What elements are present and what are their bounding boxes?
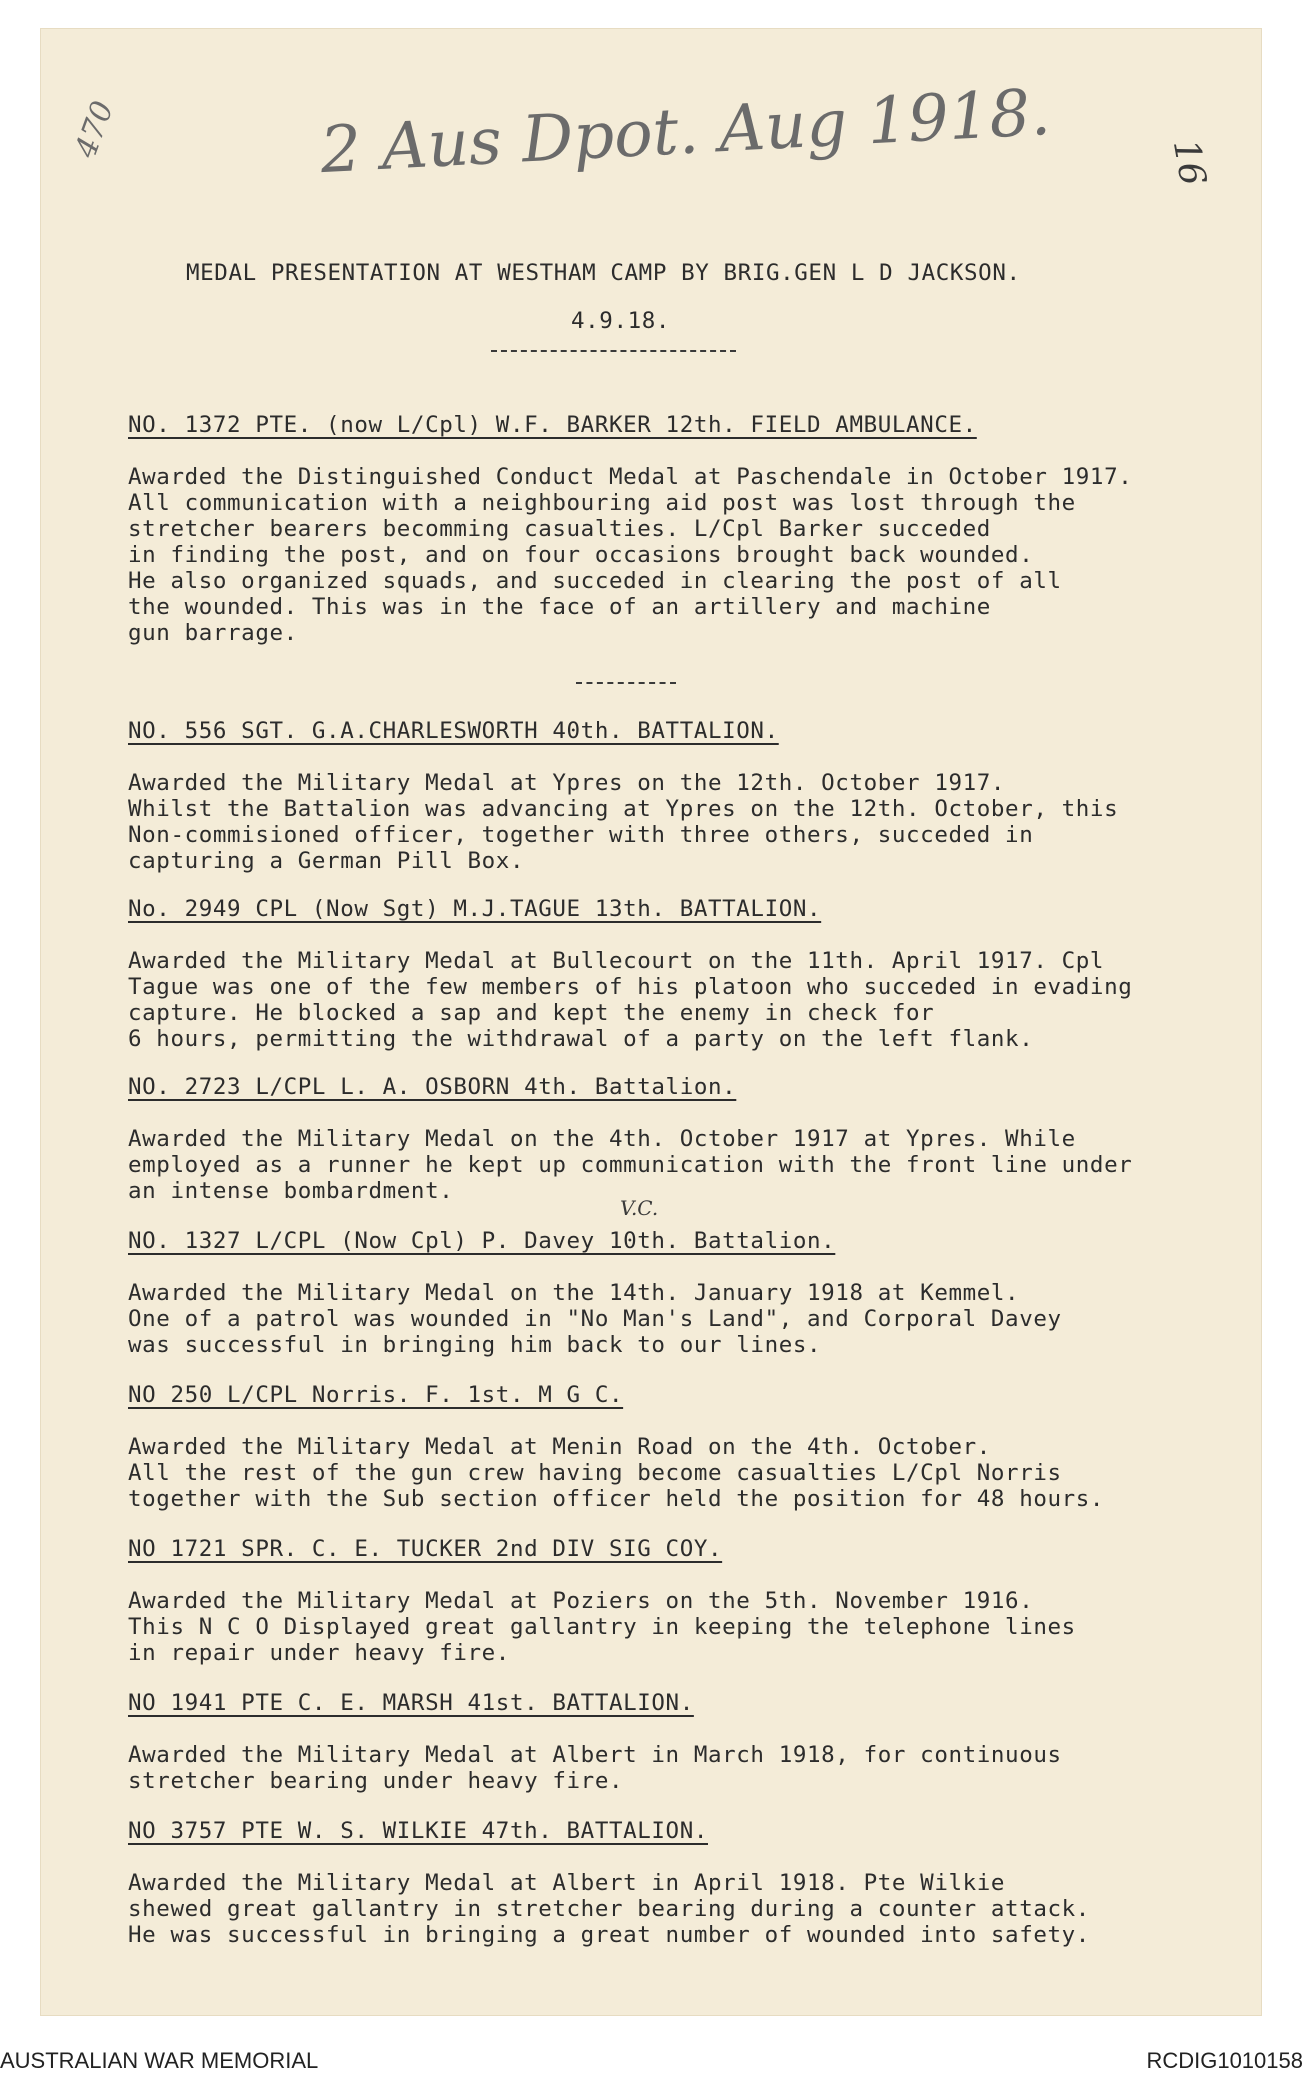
section-divider — [576, 682, 676, 684]
entry-body: Awarded the Military Medal at Menin Road on the 4th. October. All the rest of the gun crew having become casualties L/Cpl Norris together with the Sub section officer held the position for 48 hours. — [128, 1434, 1105, 1512]
entry-title: NO. 2723 L/CPL L. A. OSBORN 4th. Battalion. — [128, 1074, 737, 1100]
document-date: 4.9.18. — [571, 308, 671, 334]
vc-annotation: V.C. — [620, 1196, 659, 1220]
entry-title: NO 250 L/CPL Norris. F. 1st. M G C. — [128, 1382, 624, 1408]
entry-body: Awarded the Military Medal at Poziers on the 5th. November 1916. This N C O Displayed great gallantry in keeping the telephone lines in repair under heavy fire. — [128, 1588, 1076, 1666]
document-title: MEDAL PRESENTATION AT WESTHAM CAMP BY BRIG.GEN L D JACKSON. — [186, 260, 1021, 286]
handwritten-note: 2 Aus Dpot. Aug 1918. — [318, 75, 1053, 189]
folio-number-right: 16 — [1164, 136, 1214, 189]
entry-title: NO. 556 SGT. G.A.CHARLESWORTH 40th. BATTALION. — [128, 718, 779, 744]
entry-title: NO. 1372 PTE. (now L/Cpl) W.F. BARKER 12th. FIELD AMBULANCE. — [128, 412, 977, 438]
entry-body: Awarded the Military Medal on the 14th. January 1918 at Kemmel. One of a patrol was wounded in "No Man's Land", and Corporal Davey was successful in bringing him back to our lines. — [128, 1280, 1062, 1358]
entry-body: Awarded the Military Medal at Albert in April 1918. Pte Wilkie shewed great gallantry in stretcher bearing during a counter attack. He was successful in bringing a great number of wounded into safety. — [128, 1870, 1090, 1948]
entry-body: Awarded the Military Medal at Albert in March 1918, for continuous stretcher bearing under heavy fire. — [128, 1742, 1062, 1794]
entry-body: Awarded the Military Medal at Ypres on the 12th. October 1917. Whilst the Battalion was advancing at Ypres on the 12th. October, this Non-commisioned officer, together with three others, succeded in capturing a German Pill Box. — [128, 770, 1119, 874]
archive-caption-right: RCDIG1010158 — [1146, 2048, 1303, 2073]
folio-number-left: 470 — [68, 96, 121, 163]
entry-title: NO 3757 PTE W. S. WILKIE 47th. BATTALION. — [128, 1818, 708, 1844]
entry-title: No. 2949 CPL (Now Sgt) M.J.TAGUE 13th. BATTALION. — [128, 896, 822, 922]
archive-caption-left: AUSTRALIAN WAR MEMORIAL — [0, 2048, 319, 2073]
entry-title: NO 1721 SPR. C. E. TUCKER 2nd DIV SIG COY. — [128, 1536, 723, 1562]
entry-body: Awarded the Military Medal at Bullecourt on the 11th. April 1917. Cpl Tague was one of the few members of his platoon who succeded in evading capture. He blocked a sap and kept the enemy in check for 6 hours, permitting the withdrawal of a party on the left flank. — [128, 948, 1133, 1052]
title-rule — [491, 350, 736, 352]
entry-title: NO 1941 PTE C. E. MARSH 41st. BATTALION. — [128, 1690, 694, 1716]
entry-body: Awarded the Military Medal on the 4th. October 1917 at Ypres. While employed as a runner he kept up communication with the front line under an intense bombardment. — [128, 1126, 1133, 1204]
entry-body: Awarded the Distinguished Conduct Medal at Paschendale in October 1917. All communication with a neighbouring aid post was lost through the stretcher bearers becomming casualties. L/Cpl Barker succeded in finding the post, and on four occasions brought back wounded. He also organized squads, and succeded in clearing the post of all the wounded. This was in the face of an artillery and machine gun barrage. — [128, 464, 1133, 646]
entry-title: NO. 1327 L/CPL (Now Cpl) P. Davey 10th. Battalion. — [128, 1228, 836, 1254]
